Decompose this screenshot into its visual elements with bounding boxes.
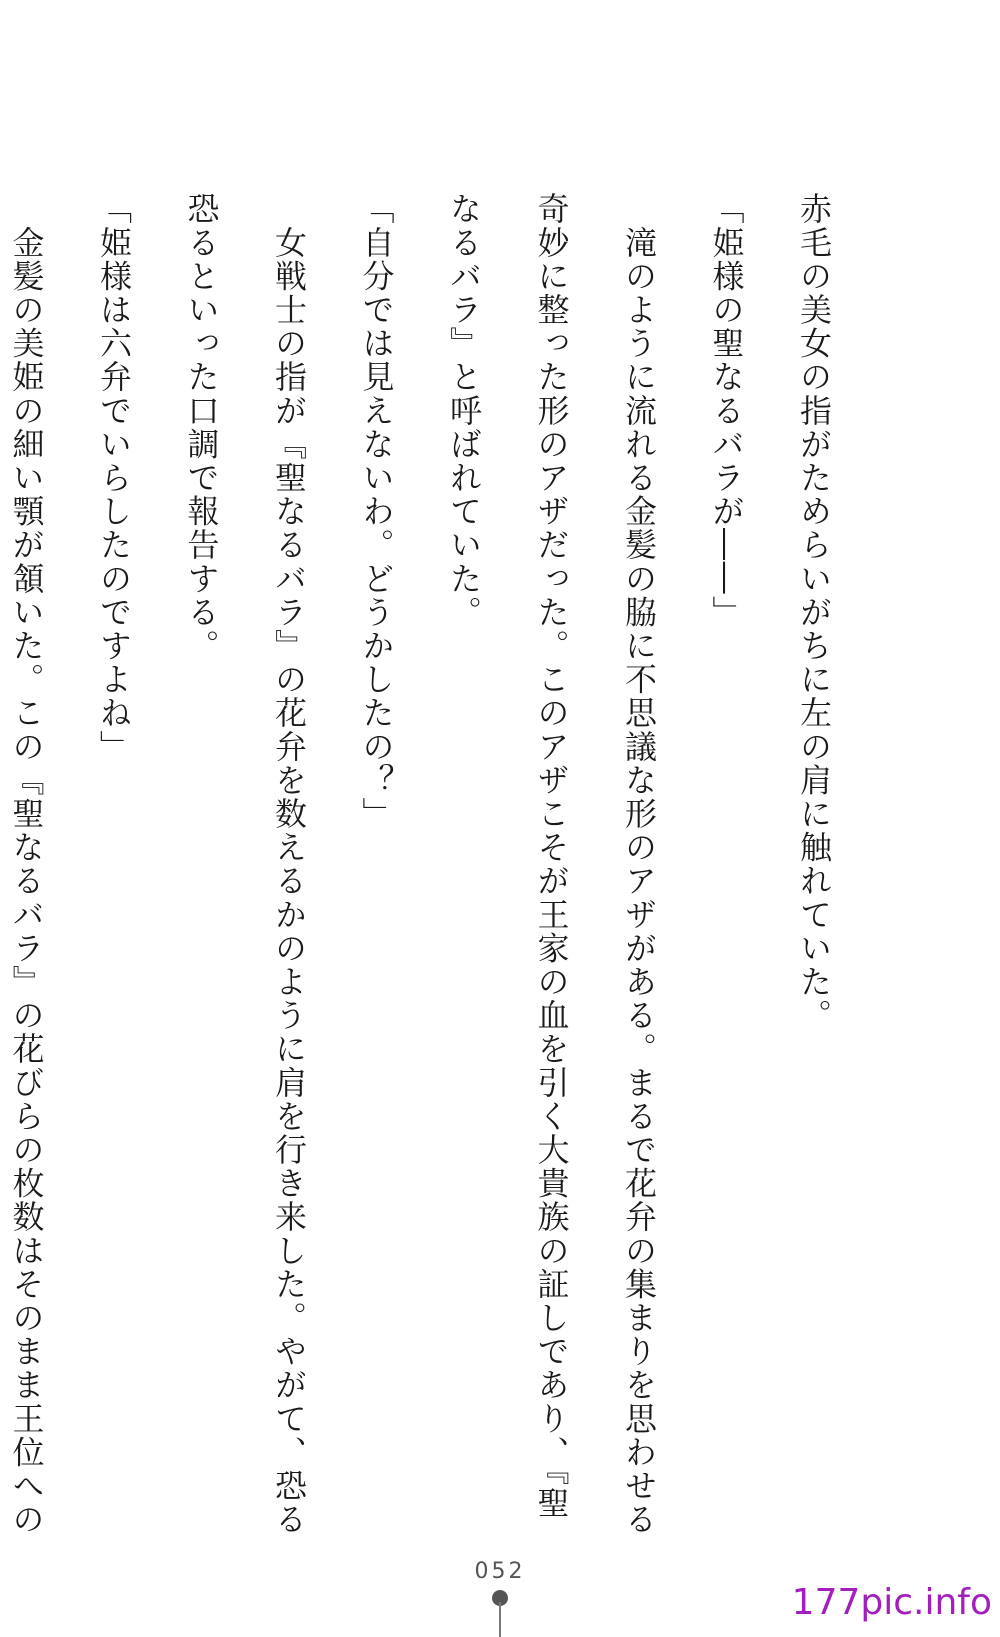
page-number: 052 [474,1559,526,1584]
watermark-text: 177pic.info [791,1582,992,1623]
text-line: 「自分では見えないわ。どうかしたの？」 [357,192,396,831]
page-marker-line [499,1602,501,1637]
text-line: 恐るといった口調で報告する。 [182,192,221,663]
text-line: 「姫様は六弁でいらしたのですよね」 [95,192,133,764]
text-line: 女戦士の指が『聖なるバラ』の花弁を数えるかのように肩を行き来した。やがて、恐る [270,192,308,1536]
text-line: 奇妙に整った形のアザだった。このアザこそが王家の血を引く大貴族の証しであり、『聖 [532,192,571,1520]
text-line: なるバラ』と呼ばれていた。 [445,192,483,629]
vertical-text-block [0,192,857,1536]
text-line: 金髪の美姫の細い顎が頷いた。この『聖なるバラ』の花びらの枚数はそのまま王位への [7,192,46,1536]
text-line: 「姫様の聖なるバラが――」 [707,192,746,629]
text-line: 滝のように流れる金髪の脇に不思議な形のアザがある。まるで花弁の集まりを思わせる [620,192,658,1536]
text-line: 赤毛の美女の指がためらいがちに左の肩に触れていた。 [795,192,833,1032]
